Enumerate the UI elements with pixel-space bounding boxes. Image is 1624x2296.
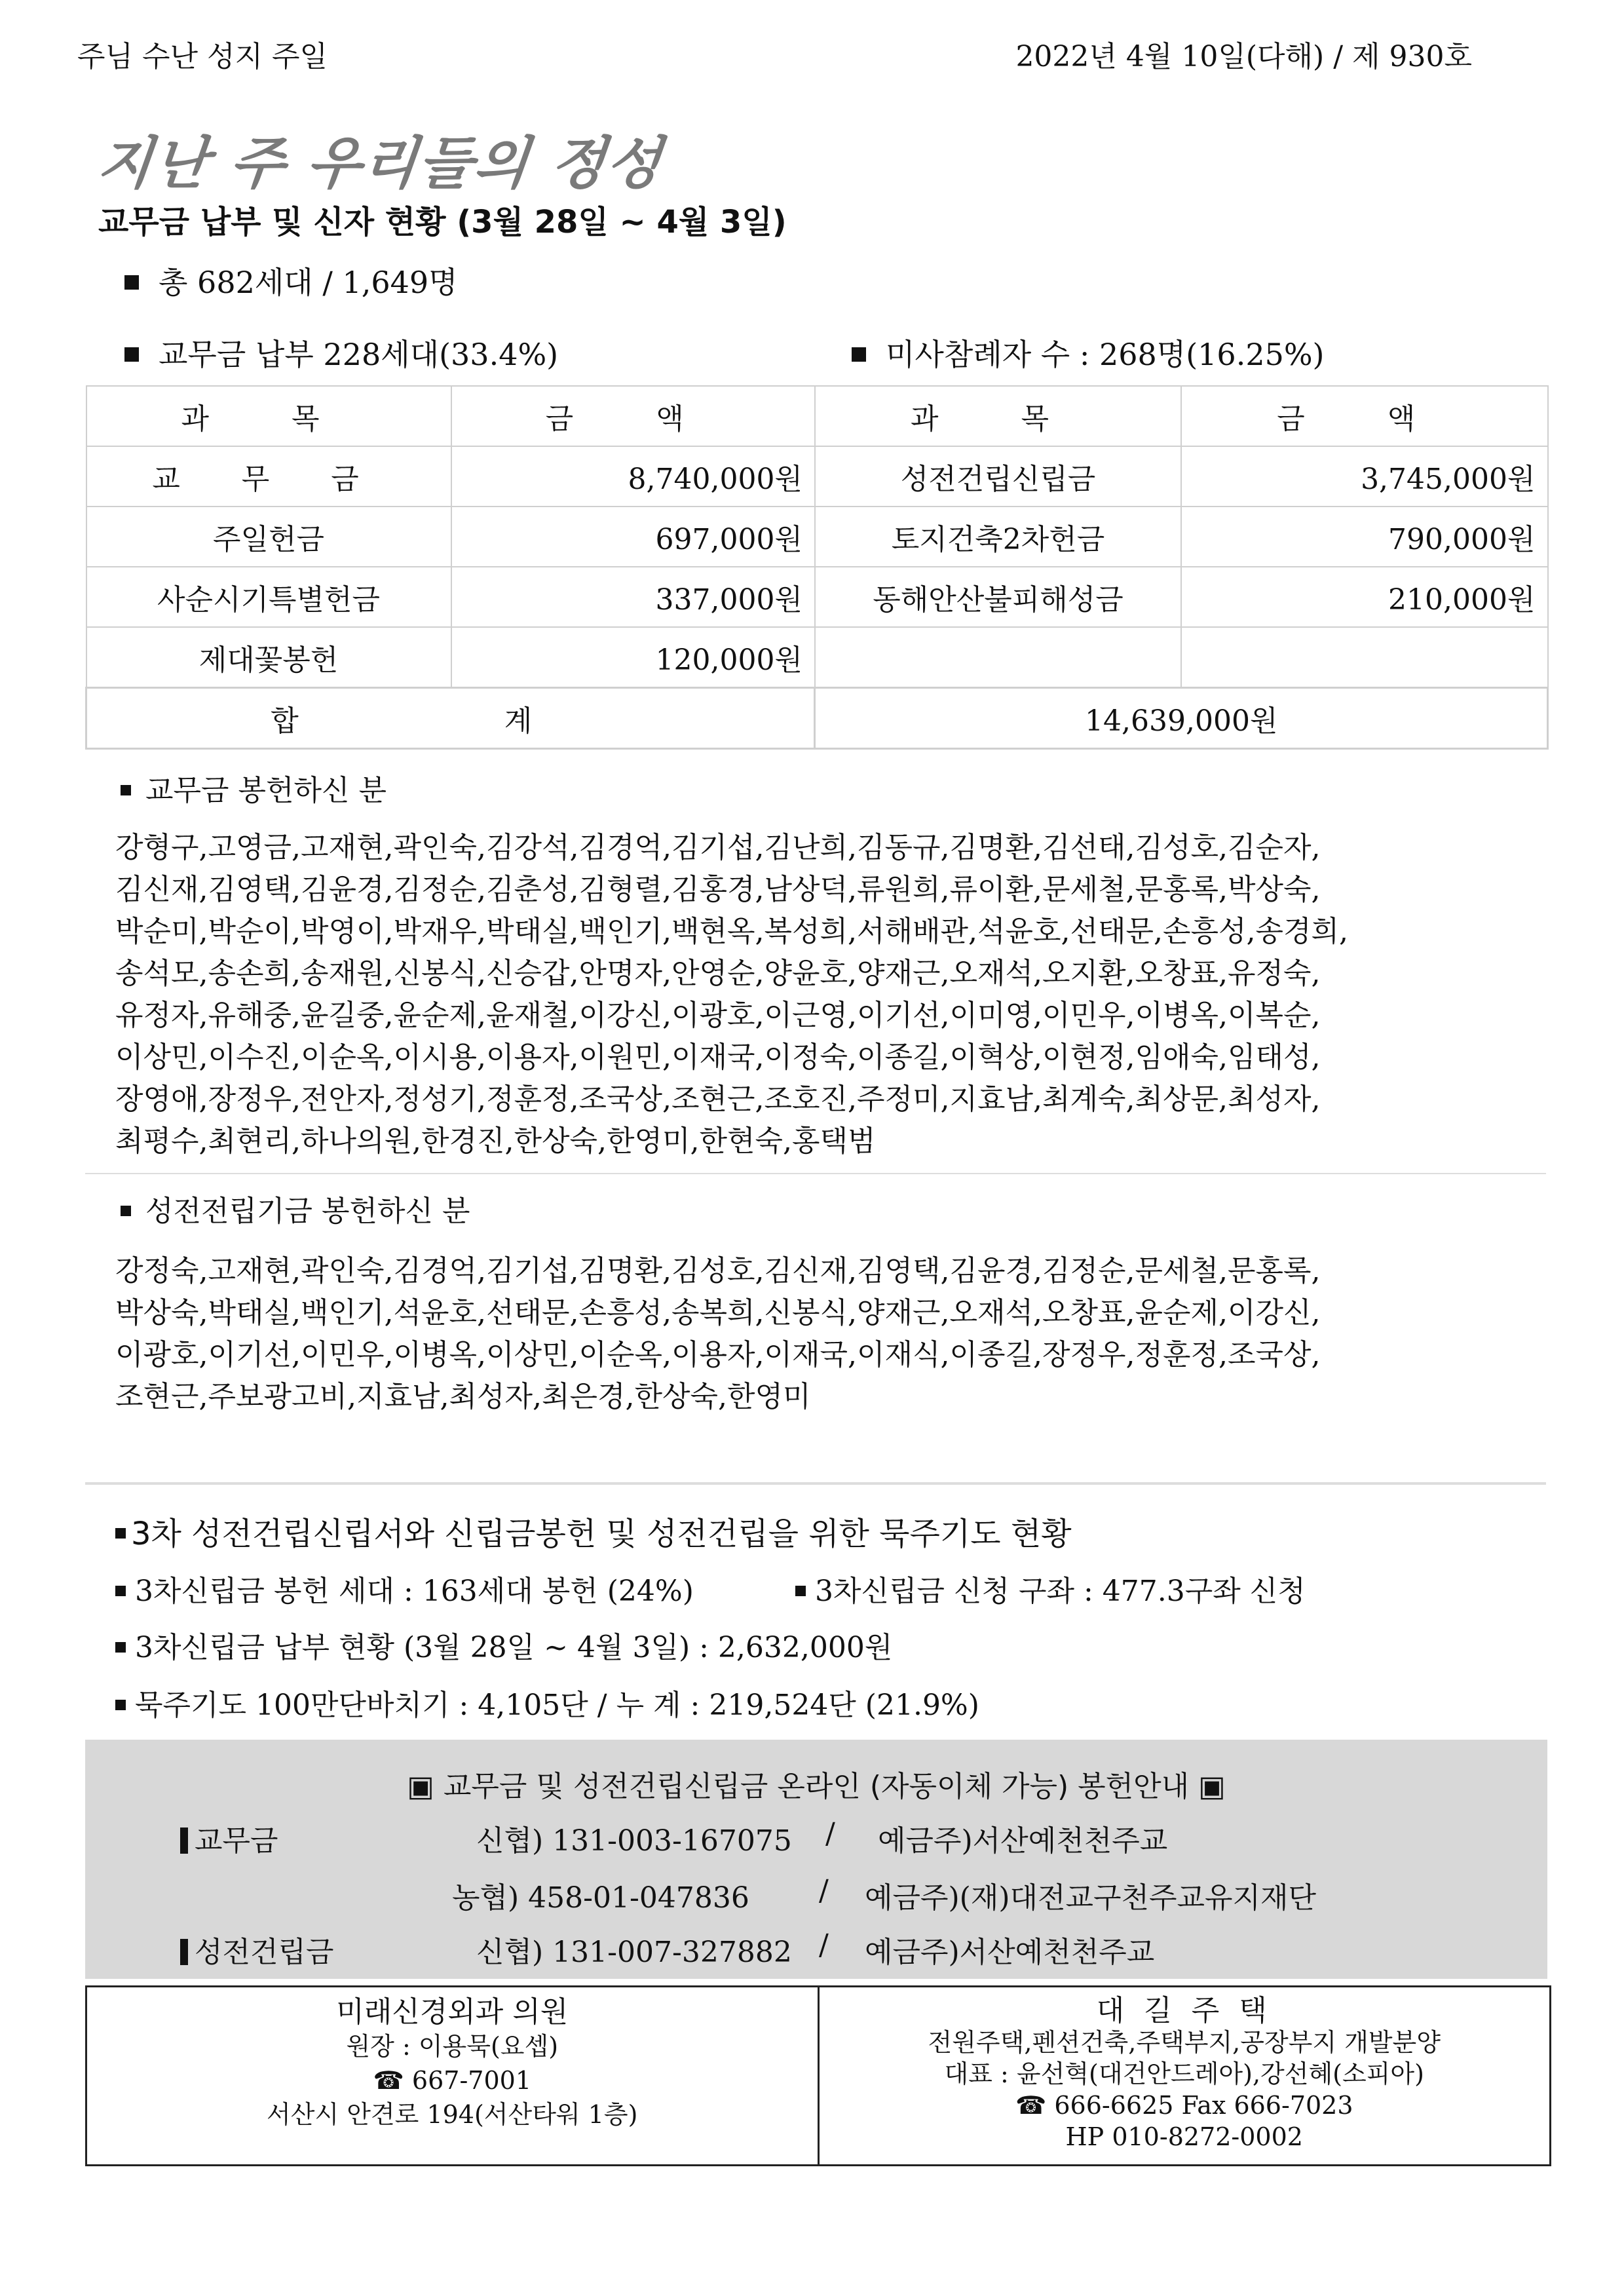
ad-title: 미래신경외과 의원 xyxy=(336,1995,569,2029)
section-subtitle: 교무금 납부 및 신자 현황 (3월 28일 ~ 4월 3일) xyxy=(98,204,787,240)
total-row xyxy=(86,688,1548,749)
divider xyxy=(85,1482,1546,1485)
separator: / xyxy=(819,1874,829,1907)
list-item: 이상민,이수진,이순옥,이시용,이용자,이원민,이재국,이정숙,이종길,이혁상,이현정,임애숙,임태성, xyxy=(115,1041,1321,1074)
table-row xyxy=(86,627,1548,688)
building-status-heading: 3차 성전건립신립서와 신립금봉헌 및 성전건립을 위한 묵주기도 현황 xyxy=(115,1508,1072,1554)
list-item: 조현근,주보광고비,지효남,최성자,최은경,한상숙,한영미 xyxy=(115,1380,811,1413)
donors-building-list xyxy=(115,1250,1524,1418)
bulletin-date-issue: 2022년 4월 10일(다해) / 제 930호 xyxy=(1015,40,1472,73)
table-header: 금 액 xyxy=(451,386,815,446)
account-number: 신협) 131-003-167075 xyxy=(476,1824,792,1858)
item-amount: 8,740,000원 xyxy=(451,446,815,507)
square-bullet-icon xyxy=(115,1586,126,1596)
table-row xyxy=(86,507,1548,567)
account-number: 신협) 131-007-327882 xyxy=(476,1936,792,1969)
square-bullet-icon xyxy=(121,1206,131,1216)
item-amount: 790,000원 xyxy=(1181,507,1547,567)
square-bullet-icon xyxy=(115,1700,126,1710)
list-item: 유정자,유해중,윤길중,윤순제,윤재철,이강신,이광호,이근영,이기선,이미영,이민우,이병옥,이복순, xyxy=(115,999,1321,1032)
item-amount: 120,000원 xyxy=(451,627,815,688)
ad-line: 대표 : 윤선혁(대건안드레아),강선혜(소피아) xyxy=(944,2059,1424,2088)
divider xyxy=(85,1173,1546,1174)
total-amount: 14,639,000원 xyxy=(815,688,1548,749)
building-item: 묵주기도 100만단바치기 : 4,105단 / 누 계 : 219,524단 (21.9%) xyxy=(115,1681,979,1723)
list-item: 강형구,고영금,고재현,곽인숙,김강석,김경억,김기섭,김난희,김동규,김명환,김선태,김성호,김순자, xyxy=(115,831,1321,864)
dues-account-label: 교무금 xyxy=(180,1817,278,1859)
table-header: 금 액 xyxy=(1181,386,1547,446)
separator: / xyxy=(825,1817,835,1850)
ad-address: 서산시 안견로 194(서산타워 1층) xyxy=(267,2100,638,2129)
table-header-row xyxy=(86,386,1548,446)
list-item: 이광호,이기선,이민우,이병옥,이상민,이순옥,이용자,이재국,이재식,이종길,장정우,정훈정,조국상, xyxy=(115,1338,1321,1371)
building-account-label: 성전건립금 xyxy=(180,1928,334,1970)
donors-dues-heading: 교무금 봉헌하신 분 xyxy=(121,767,387,809)
item-name: 주일헌금 xyxy=(86,507,451,567)
item-amount: 337,000원 xyxy=(451,567,815,627)
table-header: 과 목 xyxy=(86,386,451,446)
advertisement-box xyxy=(85,1985,1551,2166)
stat-mass-attendance: 미사참례자 수 : 268명(16.25%) xyxy=(852,331,1325,374)
table-row xyxy=(86,446,1548,507)
square-bullet-icon xyxy=(124,275,139,290)
square-bullet-icon xyxy=(852,347,866,362)
bulletin-occasion: 주님 수난 성지 주일 xyxy=(77,40,328,73)
donors-building-heading: 성전전립기금 봉헌하신 분 xyxy=(121,1187,470,1229)
item-name: 동해안산불피해성금 xyxy=(815,567,1181,627)
donors-dues-list xyxy=(115,827,1524,1162)
item-name xyxy=(815,627,1181,688)
list-item: 김신재,김영택,김윤경,김정순,김춘성,김형렬,김홍경,남상덕,류원희,류이환,문세철,문홍록,박상숙, xyxy=(115,873,1321,906)
list-item: 박순미,박순이,박영이,박재우,박태실,백인기,백현옥,복성희,서해배관,석윤호,선태문,손흥성,송경희, xyxy=(115,915,1348,948)
page-title: 지난 주 우리들의 정성 xyxy=(94,131,666,197)
total-label: 합 계 xyxy=(86,688,815,749)
item-name: 교 무 금 xyxy=(86,446,451,507)
square-bullet-icon xyxy=(795,1586,806,1596)
item-amount xyxy=(1181,627,1547,688)
table-row xyxy=(86,567,1548,627)
ad-mobile: HP 010-8272-0002 xyxy=(1065,2122,1303,2151)
item-name: 사순시기특별헌금 xyxy=(86,567,451,627)
ad-clinic xyxy=(87,1987,818,2164)
ad-phone: ☎ 666-6625 Fax 666-7023 xyxy=(1015,2091,1353,2120)
ad-line: 원장 : 이용묵(요셉) xyxy=(346,2032,559,2061)
account-number: 농협) 458-01-047836 xyxy=(452,1881,749,1915)
square-bullet-icon xyxy=(124,347,139,362)
account-holder: 예금주)서산예천천주교 xyxy=(878,1824,1168,1858)
item-amount: 697,000원 xyxy=(451,507,815,567)
building-item: 3차신립금 신청 구좌 : 477.3구좌 신청 xyxy=(795,1567,1306,1609)
account-holder: 예금주)서산예천천주교 xyxy=(865,1936,1155,1969)
account-holder: 예금주)(재)대전교구천주교유지재단 xyxy=(865,1881,1317,1915)
finance-table xyxy=(85,385,1549,750)
item-name: 성전건립신립금 xyxy=(815,446,1181,507)
ad-phone: ☎ 667-7001 xyxy=(373,2066,531,2095)
bar-bullet-icon xyxy=(180,1939,188,1965)
list-item: 장영애,장정우,전안자,정성기,정훈정,조국상,조현근,조호진,주정미,지효남,최계숙,최상문,최성자, xyxy=(115,1082,1321,1116)
stat-dues: 교무금 납부 228세대(33.4%) xyxy=(124,331,558,374)
separator: / xyxy=(819,1928,829,1962)
table-header: 과 목 xyxy=(815,386,1181,446)
square-bullet-icon xyxy=(121,785,131,795)
list-item: 송석모,송손희,송재원,신봉식,신승갑,안명자,안영순,양윤호,양재근,오재석,오지환,오창표,유정숙, xyxy=(115,957,1321,990)
item-name: 토지건축2차헌금 xyxy=(815,507,1181,567)
building-item: 3차신립금 봉헌 세대 : 163세대 봉헌 (24%) xyxy=(115,1567,694,1609)
bar-bullet-icon xyxy=(180,1827,188,1854)
list-item: 최평수,최현리,하나의원,한경진,한상숙,한영미,한현숙,홍택범 xyxy=(115,1124,876,1158)
list-item: 강정숙,고재현,곽인숙,김경억,김기섭,김명환,김성호,김신재,김영택,김윤경,김정순,문세철,문홍록, xyxy=(115,1254,1321,1288)
list-item: 박상숙,박태실,백인기,석윤호,선태문,손흥성,송복희,신봉식,양재근,오재석,오창표,윤순제,이강신, xyxy=(115,1296,1321,1330)
stat-total: 총 682세대 / 1,649명 xyxy=(124,259,458,302)
building-item: 3차신립금 납부 현황 (3월 28일 ~ 4월 3일) : 2,632,000원 xyxy=(115,1624,892,1666)
item-name: 제대꽃봉헌 xyxy=(86,627,451,688)
square-bullet-icon xyxy=(115,1642,126,1653)
item-amount: 210,000원 xyxy=(1181,567,1547,627)
square-bullet-icon xyxy=(115,1528,126,1539)
online-giving-box xyxy=(85,1740,1547,1979)
item-amount: 3,745,000원 xyxy=(1181,446,1547,507)
online-giving-title: ▣ 교무금 및 성전건립신립금 온라인 (자동이체 가능) 봉헌안내 ▣ xyxy=(407,1770,1226,1803)
ad-housing xyxy=(818,1987,1550,2164)
ad-title: 대 길 주 택 xyxy=(1096,1994,1272,2027)
ad-line: 전원주택,펜션건축,주택부지,공장부지 개발분양 xyxy=(928,2028,1441,2057)
